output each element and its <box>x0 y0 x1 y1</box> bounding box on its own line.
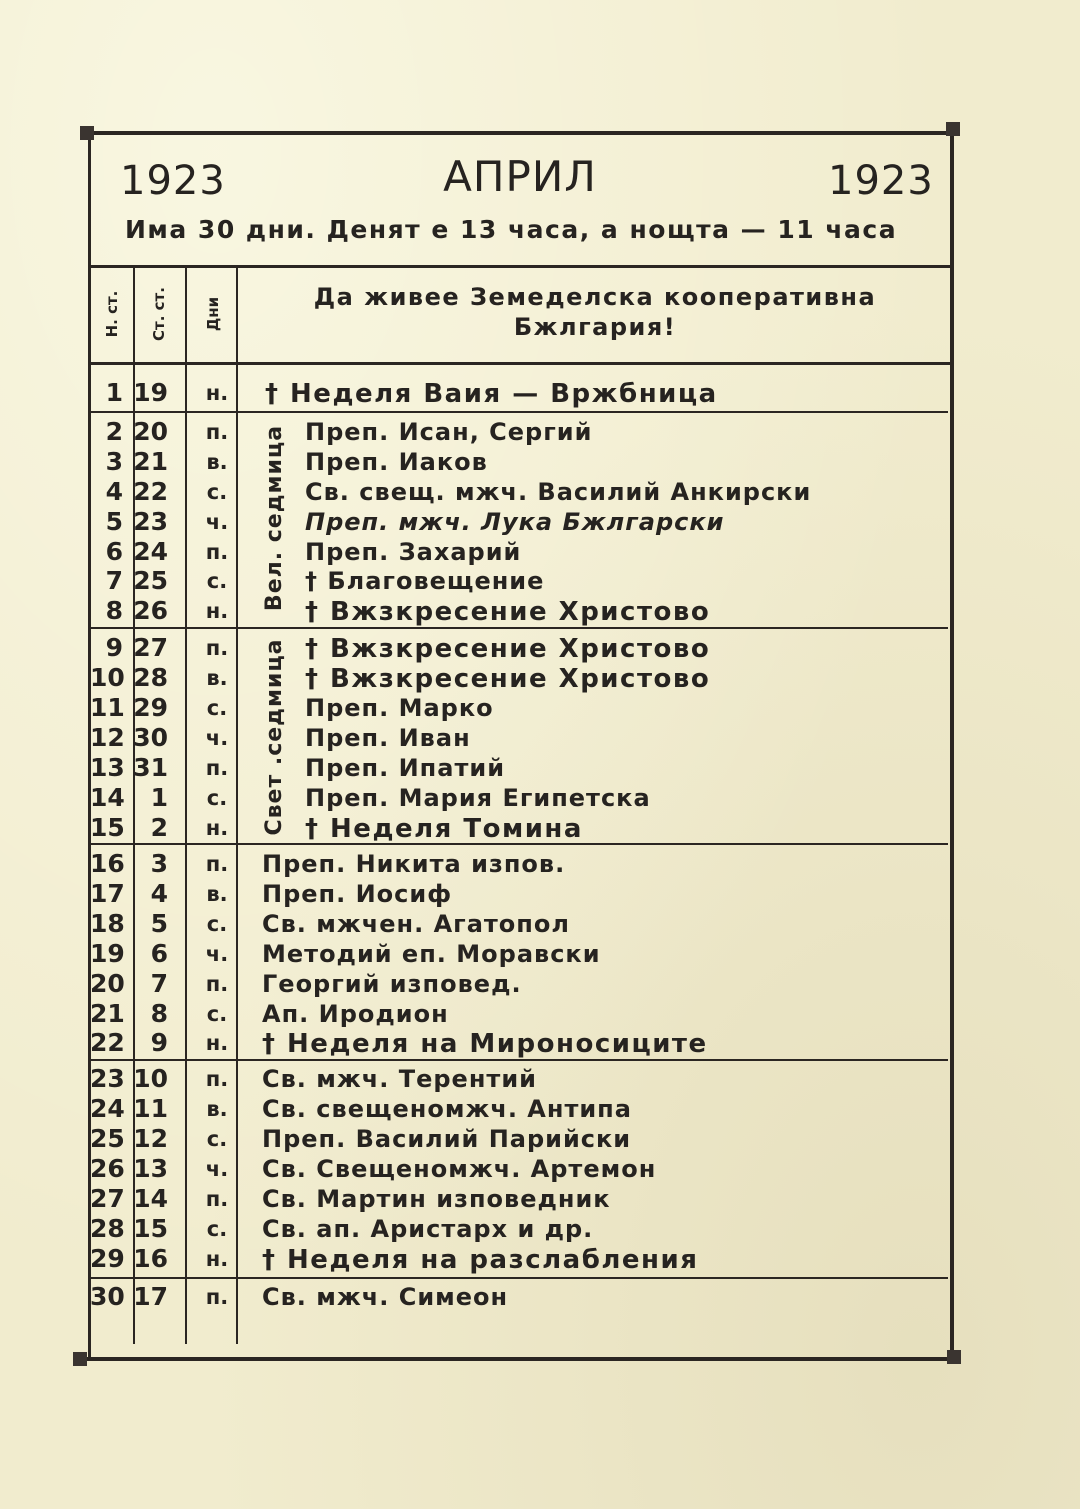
calendar-row <box>90 753 950 783</box>
saint-name: † Благовещение <box>305 567 545 595</box>
old-style-date: 27 <box>133 633 168 662</box>
weekday: п. <box>205 636 229 660</box>
new-style-date: 20 <box>90 969 125 998</box>
old-style-date: 11 <box>133 1094 168 1123</box>
calendar-row <box>90 507 950 537</box>
weekday: п. <box>205 972 229 996</box>
new-style-date: 1 <box>105 378 123 407</box>
weekday: п. <box>205 540 229 564</box>
saint-name: Св. Свещеномжч. Артемон <box>262 1155 657 1183</box>
month-title: АПРИЛ <box>443 152 597 201</box>
weekday: н. <box>205 816 229 840</box>
new-style-date: 22 <box>90 1028 125 1057</box>
new-style-date: 14 <box>90 783 125 812</box>
saint-name: † Неделя Ваия — Вржбница <box>265 379 718 409</box>
saint-name: † Вжзкресение Христово <box>305 597 711 627</box>
weekday: с. <box>206 912 228 936</box>
year-right: 1923 <box>828 158 934 204</box>
new-style-date: 15 <box>90 813 125 842</box>
calendar-row <box>90 1094 950 1124</box>
calendar-row <box>90 1282 950 1312</box>
column-header-days: Дни <box>204 296 222 332</box>
weekday: с. <box>206 1217 228 1241</box>
old-style-date: 23 <box>133 507 168 536</box>
old-style-date: 16 <box>133 1244 168 1273</box>
saint-name: Преп. мжч. Лука Бжлгарски <box>305 508 725 536</box>
old-style-date: 21 <box>133 447 168 476</box>
weekday: п. <box>205 852 229 876</box>
corner-ornament-top-left <box>80 126 94 140</box>
new-style-date: 6 <box>105 537 123 566</box>
saint-name: Преп. Захарий <box>305 538 522 566</box>
new-style-date: 27 <box>90 1184 125 1213</box>
weekday: н. <box>205 1031 229 1055</box>
weekday: п. <box>205 420 229 444</box>
new-style-date: 7 <box>105 566 123 595</box>
calendar-row <box>90 969 950 999</box>
calendar-row <box>90 813 950 843</box>
old-style-date: 6 <box>150 939 168 968</box>
calendar-row <box>90 1244 950 1274</box>
new-style-date: 17 <box>90 879 125 908</box>
weekday: в. <box>206 1097 228 1121</box>
old-style-date: 24 <box>133 537 168 566</box>
column-header-old-style: Ст. ст. <box>150 287 168 341</box>
saint-name: Преп. Никита изпов. <box>262 850 566 878</box>
calendar-row <box>90 477 950 507</box>
weekday: с. <box>206 1002 228 1026</box>
corner-ornament-bottom-left <box>73 1352 87 1366</box>
new-style-date: 19 <box>90 939 125 968</box>
old-style-date: 26 <box>133 596 168 625</box>
calendar-row <box>90 1124 950 1154</box>
calendar-row <box>90 663 950 693</box>
calendar-row <box>90 849 950 879</box>
old-style-date: 20 <box>133 417 168 446</box>
calendar-row <box>90 1028 950 1058</box>
new-style-date: 18 <box>90 909 125 938</box>
year-left: 1923 <box>120 158 226 204</box>
calendar-row <box>90 783 950 813</box>
new-style-date: 3 <box>105 447 123 476</box>
weekday: с. <box>206 696 228 720</box>
new-style-date: 4 <box>105 477 123 506</box>
saint-name: Св. ап. Аристарх и др. <box>262 1215 594 1243</box>
old-style-date: 15 <box>133 1214 168 1243</box>
saint-name: Преп. Василий Парийски <box>262 1125 632 1153</box>
week-separator-4 <box>88 1059 948 1061</box>
month-info-subtitle: Има 30 дни. Денят е 13 часа, а нощта — 11 часа <box>125 215 898 244</box>
new-style-date: 10 <box>90 663 125 692</box>
saint-name: Преп. Исан, Сергий <box>305 418 593 446</box>
header-divider <box>88 265 954 268</box>
weekday: с. <box>206 569 228 593</box>
calendar-row <box>90 879 950 909</box>
saint-name: † Неделя Томина <box>305 814 583 844</box>
old-style-date: 3 <box>150 849 168 878</box>
saint-name: Преп. Иосиф <box>262 880 453 908</box>
old-style-date: 13 <box>133 1154 168 1183</box>
corner-ornament-top-right <box>946 122 960 136</box>
weekday: в. <box>206 666 228 690</box>
saint-name: Св. мжч. Терентий <box>262 1065 537 1093</box>
new-style-date: 25 <box>90 1124 125 1153</box>
weekday: ч. <box>205 1157 229 1181</box>
old-style-date: 25 <box>133 566 168 595</box>
old-style-date: 30 <box>133 723 168 752</box>
new-style-date: 30 <box>90 1282 125 1311</box>
saint-name: Преп. Иаков <box>305 448 488 476</box>
column-header-new-style: Н. ст. <box>103 290 121 338</box>
old-style-date: 10 <box>133 1064 168 1093</box>
corner-ornament-bottom-right <box>947 1350 961 1364</box>
calendar-row <box>90 1184 950 1214</box>
new-style-date: 9 <box>105 633 123 662</box>
new-style-date: 23 <box>90 1064 125 1093</box>
weekday: н. <box>205 1247 229 1271</box>
calendar-row <box>90 447 950 477</box>
saint-name: Преп. Иван <box>305 724 471 752</box>
calendar-row <box>90 1214 950 1244</box>
weekday: п. <box>205 1285 229 1309</box>
saint-name: † Неделя на разслабления <box>262 1245 699 1275</box>
new-style-date: 21 <box>90 999 125 1028</box>
weekday: в. <box>206 450 228 474</box>
weekday: с. <box>206 480 228 504</box>
week-separator-1 <box>88 411 948 413</box>
weekday: н. <box>205 599 229 623</box>
calendar-row <box>90 693 950 723</box>
old-style-date: 28 <box>133 663 168 692</box>
saint-name: Преп. Марко <box>305 694 494 722</box>
frame-right-border <box>950 131 954 1361</box>
calendar-row <box>90 999 950 1029</box>
saint-name: Св. мжчен. Агатопол <box>262 910 570 938</box>
calendar-row <box>90 596 950 626</box>
calendar-row <box>90 378 950 408</box>
saint-name: † Вжзкресение Христово <box>305 664 711 694</box>
new-style-date: 16 <box>90 849 125 878</box>
weekday: ч. <box>205 726 229 750</box>
calendar-row <box>90 537 950 567</box>
calendar-row <box>90 633 950 663</box>
new-style-date: 24 <box>90 1094 125 1123</box>
weekday: н. <box>205 381 229 405</box>
old-style-date: 4 <box>150 879 168 908</box>
saint-name: Св. свещеномжч. Антипа <box>262 1095 632 1123</box>
saint-name: † Неделя на Мироносиците <box>262 1029 708 1059</box>
weekday: п. <box>205 1187 229 1211</box>
weekday: п. <box>205 756 229 780</box>
old-style-date: 8 <box>150 999 168 1028</box>
old-style-date: 14 <box>133 1184 168 1213</box>
new-style-date: 29 <box>90 1244 125 1273</box>
old-style-date: 9 <box>150 1028 168 1057</box>
new-style-date: 13 <box>90 753 125 782</box>
week-separator-5 <box>88 1277 948 1279</box>
new-style-date: 26 <box>90 1154 125 1183</box>
saint-name: Георгий изповед. <box>262 970 522 998</box>
frame-top-border <box>88 131 954 135</box>
old-style-date: 7 <box>150 969 168 998</box>
saint-name: Ап. Иродион <box>262 1000 449 1028</box>
motto-line-2: Бжлгария! <box>513 313 677 341</box>
motto <box>250 282 940 342</box>
saint-name: Св. мжч. Симеон <box>262 1283 509 1311</box>
calendar-row <box>90 417 950 447</box>
bright-week-label: Свет .седмица <box>262 638 287 836</box>
week-separator-2 <box>88 627 948 629</box>
old-style-date: 31 <box>133 753 168 782</box>
weekday: п. <box>205 1067 229 1091</box>
calendar-row <box>90 939 950 969</box>
saint-name: Преп. Мария Египетска <box>305 784 651 812</box>
new-style-date: 8 <box>105 596 123 625</box>
weekday: ч. <box>205 942 229 966</box>
calendar-row <box>90 1154 950 1184</box>
weekday: в. <box>206 882 228 906</box>
calendar-row <box>90 723 950 753</box>
new-style-date: 2 <box>105 417 123 446</box>
new-style-date: 11 <box>90 693 125 722</box>
calendar-row <box>90 566 950 596</box>
saint-name: Методий еп. Моравски <box>262 940 601 968</box>
old-style-date: 22 <box>133 477 168 506</box>
holy-week-label: Вел. седмица <box>262 424 287 612</box>
weekday: с. <box>206 786 228 810</box>
old-style-date: 2 <box>150 813 168 842</box>
calendar-row <box>90 1064 950 1094</box>
old-style-date: 29 <box>133 693 168 722</box>
old-style-date: 19 <box>133 378 168 407</box>
column-header-divider <box>88 362 954 365</box>
old-style-date: 17 <box>133 1282 168 1311</box>
new-style-date: 5 <box>105 507 123 536</box>
old-style-date: 1 <box>150 783 168 812</box>
motto-line-1: Да живее Земеделска кооперативна <box>313 283 877 311</box>
old-style-date: 12 <box>133 1124 168 1153</box>
old-style-date: 5 <box>150 909 168 938</box>
saint-name: Св. свещ. мжч. Василий Анкирски <box>305 478 812 506</box>
saint-name: Преп. Ипатий <box>305 754 506 782</box>
weekday: ч. <box>205 510 229 534</box>
new-style-date: 12 <box>90 723 125 752</box>
saint-name: Св. Мартин изповедник <box>262 1185 611 1213</box>
calendar-row <box>90 909 950 939</box>
frame-bottom-border <box>78 1357 958 1361</box>
new-style-date: 28 <box>90 1214 125 1243</box>
saint-name: † Вжзкресение Христово <box>305 634 711 664</box>
weekday: с. <box>206 1127 228 1151</box>
